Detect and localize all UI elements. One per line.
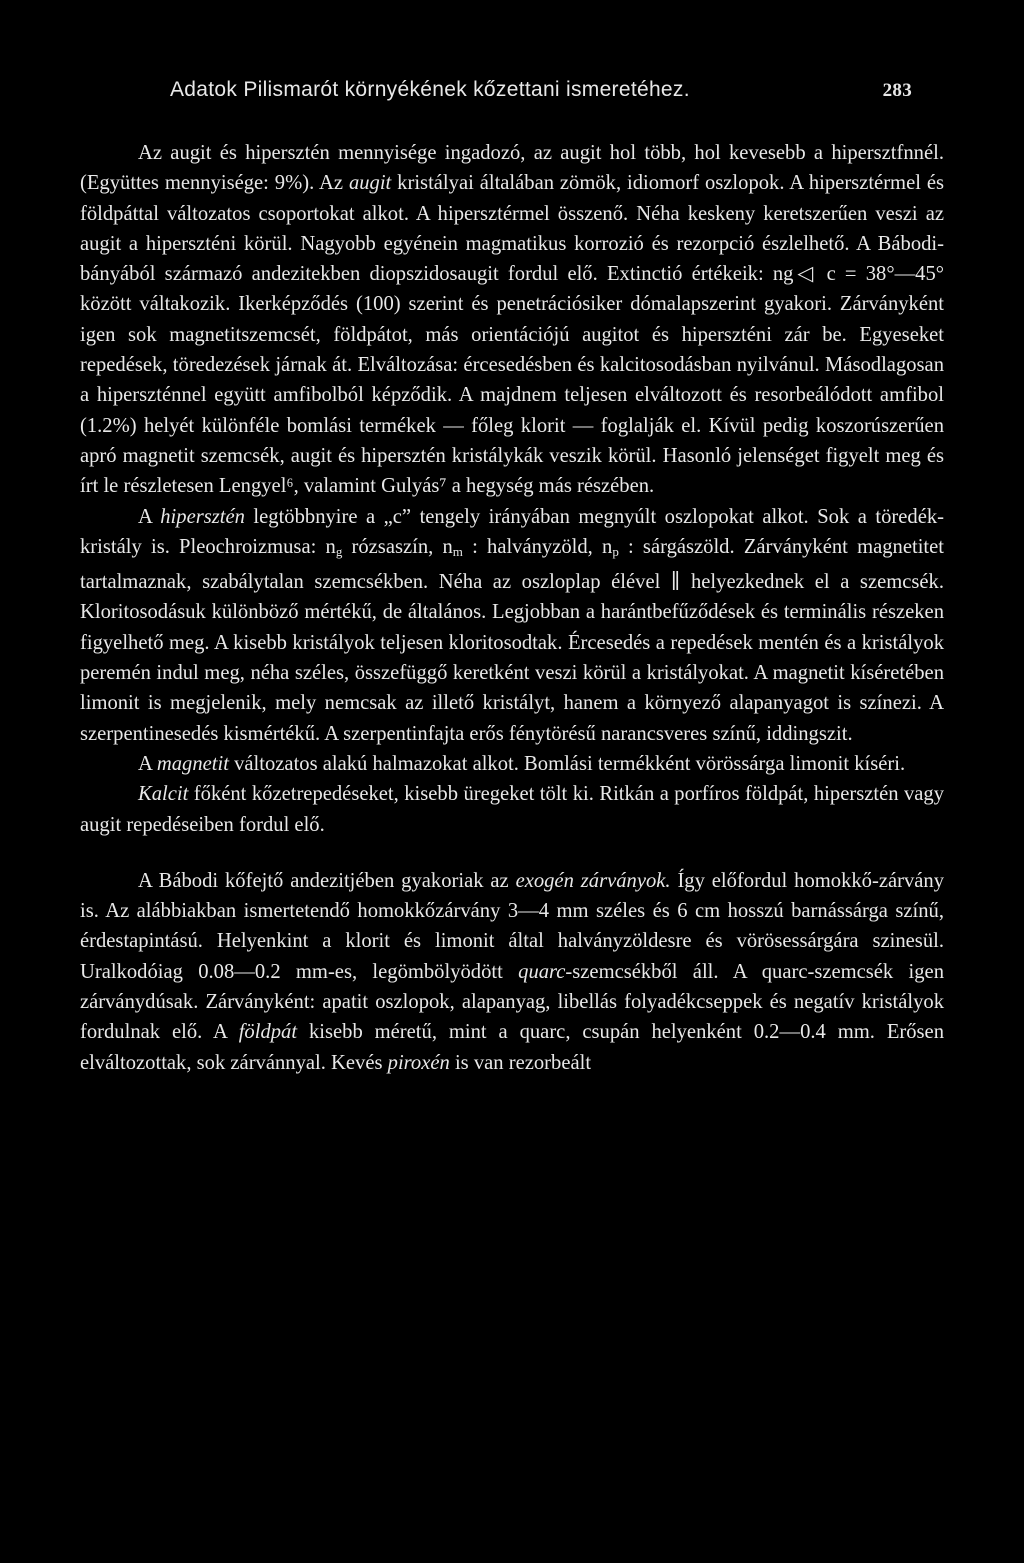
subscript: p: [612, 543, 619, 559]
text-run: is van rezorbeált: [449, 1051, 592, 1074]
page-number: 283: [882, 80, 912, 101]
paragraph: [80, 866, 944, 1078]
running-title: Adatok Pilismarót környékének kőzettani ismeretéhez.: [170, 78, 690, 101]
subscript: g: [335, 543, 343, 559]
text-run: kristályai általában zömök, idiomorf oszlopok. A hipersztérmel és földpáttal változatos csoportokat alkot. A hipersztérmel összenő. Néha keskeny keretszerűen veszi az augit a hiperszténi körül. Nagyobb egyénein magmatikus korrozió és rezorpció észlelhető. A Bábodi-bányából származó andezitekben diopszidosaugit fordul elő. Extinctió értékeik: ng◁ c = 38°—45° között váltakozik. Ikerképződés (100) szerint és penetrációsiker dómalapszerint gyakori. Zárványként igen sok magnetitszemcsét, földpátot, más orientációjú augitot és hiperszténi zár be. Egyeseket repedések, töredezések járnak át. Elváltozása: ércesedésben és kalcitosodásban nyilvánul. Másodlagosan a hiperszténnel együtt amfibolból képződik. A majdnem teljesen elváltozott és resorbeálódott amfibol (1.2%) helyét különféle bomlási termékek — főleg klorit — foglalják el. Kívül pedig koszorúszerűen apró magnetit szemcsék, augit és hipersztén kristálykák veszik körül. Hasonló jelenséget figyelt meg és írt le részletesen Lengyel⁶, valamint Gulyás⁷ a hegység más részében.: [80, 172, 944, 498]
italic-term: magnetit: [156, 752, 229, 775]
subscript: m: [452, 543, 463, 559]
text-run: A Bábodi kőfejtő andezitjében gyakoriak az: [138, 869, 516, 892]
text-run: A: [138, 505, 161, 528]
paragraph: [80, 138, 944, 502]
text-run: Így előfordul homokkő-zárvány is. Az alábbiakban ismertetendő homokkőzárvány 3—4 mm széles és 6 cm hosszú barnássárga színű, érdestapintású. Helyenkint a klorit és limonit által halványzöldesre és vörösessárgára szinesül. Uralkodóiag 0.08—0.2 mm-es, legömbölyödött: [80, 869, 944, 983]
text-run: rózsaszín, n: [342, 535, 453, 558]
italic-term: augit: [348, 172, 392, 195]
text-run: A: [138, 752, 157, 775]
text-run: Az augit és hipersztén mennyisége ingadozó, az augit hol több, hol kevesebb a hipersztfnnél. (Együttes mennyisége: 9%). Az: [80, 142, 944, 195]
paragraph: [80, 749, 944, 779]
text-run: változatos alakú halmazokat alkot. Bomlási termékként vörössárga limonit kíséri.: [228, 752, 906, 775]
text-run: kisebb méretű, mint a quarc, csupán helyenként 0.2—0.4 mm. Erősen elváltozottak, sok zárvánnyal. Kevés: [80, 1021, 944, 1074]
italic-term: földpát: [238, 1021, 298, 1044]
italic-term: Kalcit: [138, 783, 189, 806]
paragraph: [80, 502, 944, 749]
text-run: -szemcsékből áll. A quarc-szemcsék igen zárványdúsak. Zárványként: apatit oszlopok, alapanyag, libellás folyadékcseppek és negatív kristályok fordulnak elő. A: [80, 960, 944, 1044]
text-run: főként kőzetrepedéseket, kisebb üregeket tölt ki. Ritkán a porfíros földpát, hipersztén vagy augit repedéseiben fordul elő.: [80, 783, 944, 836]
italic-term: exogén zárványok.: [515, 869, 671, 892]
paragraph: [80, 779, 944, 840]
text-run: : halványzöld, n: [462, 535, 613, 558]
running-header: [80, 78, 944, 102]
text-run: : sárgászöld. Zárványként magnetitet tartalmaznak, szabálytalan szemcsékben. Néha az oszloplap élével ∥ helyezkednek el a szemcsék. Kloritosodásuk különböző mértékű, de általános. Legjobban a harántbefűződések és terminális részeken figyelhető meg. A kisebb kristályok teljesen kloritosodtak. Ércesedés a repedések mentén és a kristályok peremén indul meg, néha széles, összefüggő keretként veszi körül a kristályokat. A magnetit kíséretében limonit is megjelenik, mely nemcsak az illető kristályt, hanem a környező alapanyagot is színezi. A szerpentinesedés kismértékű. A szerpentinfajta erős fénytörésű narancsveres színű, iddingszit.: [80, 535, 945, 745]
text-run: legtöbbnyire a „c” tengely irányában megnyúlt oszlopokat alkot. Sok a töredék-kristály is. Pleochroizmusa: n: [80, 505, 945, 558]
italic-term: quarc: [518, 960, 566, 983]
italic-term: hipersztén: [160, 505, 245, 528]
body-text: [80, 138, 944, 1078]
italic-term: piroxén: [387, 1051, 450, 1074]
page: [80, 78, 944, 1078]
